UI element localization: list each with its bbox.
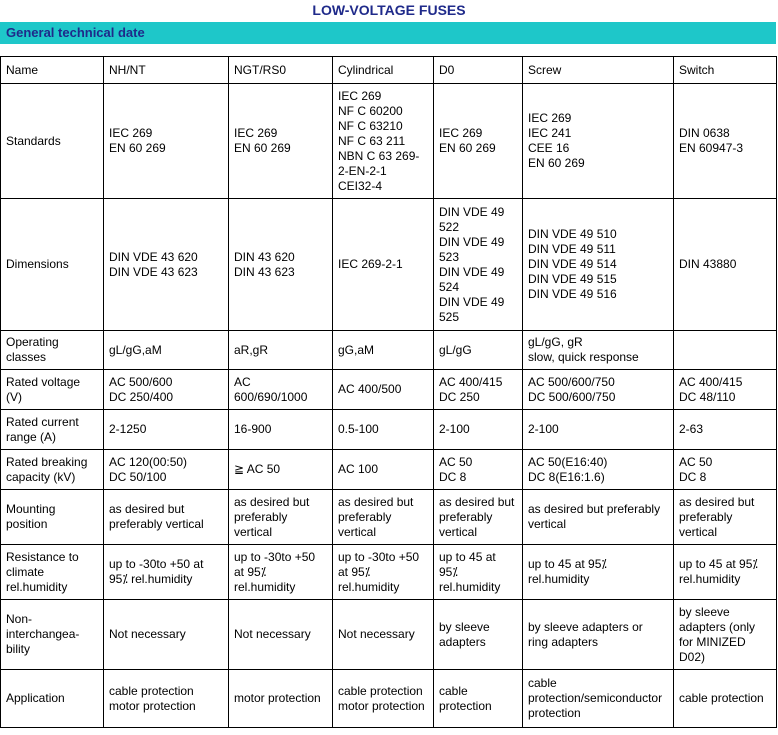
table-cell: IEC 269 IEC 241 CEE 16 EN 60 269 — [523, 84, 674, 199]
table-cell: cable protection motor protection — [333, 670, 434, 728]
table-cell: gL/gG,aM — [104, 331, 229, 370]
table-cell: by sleeve adapters or ring adapters — [523, 600, 674, 670]
table-row — [1, 545, 777, 600]
technical-data-table — [0, 56, 777, 728]
table-cell: DIN 43880 — [674, 199, 777, 331]
table-cell: AC 100 — [333, 450, 434, 490]
table-cell: as desired but preferably vertical — [333, 490, 434, 545]
table-row — [1, 199, 777, 331]
table-cell: DIN 0638 EN 60947-3 — [674, 84, 777, 199]
table-cell: 2-1250 — [104, 410, 229, 450]
table-cell: AC 400/415 DC 250 — [434, 370, 523, 410]
table-cell: up to 45 at 95⁒ rel.humidity — [523, 545, 674, 600]
section-heading: General technical date — [0, 22, 776, 44]
row-label: Standards — [1, 84, 104, 199]
table-row — [1, 370, 777, 410]
table-cell: gL/gG — [434, 331, 523, 370]
table-cell: AC 500/600 DC 250/400 — [104, 370, 229, 410]
table-cell: 0.5-100 — [333, 410, 434, 450]
table-cell: as desired but preferably vertical — [434, 490, 523, 545]
row-label: Non- interchangea- bility — [1, 600, 104, 670]
table-cell: AC 50 DC 8 — [434, 450, 523, 490]
table-cell: as desired but preferably vertical — [229, 490, 333, 545]
table-cell: AC 120(00:50) DC 50/100 — [104, 450, 229, 490]
table-cell: AC 600/690/1000 — [229, 370, 333, 410]
table-cell: gG,aM — [333, 331, 434, 370]
table-cell: AC 50(E16:40) DC 8(E16:1.6) — [523, 450, 674, 490]
header-cell: NGT/RS0 — [229, 57, 333, 84]
table-cell: as desired but preferably vertical — [104, 490, 229, 545]
header-cell: Switch — [674, 57, 777, 84]
table-cell: 2-100 — [523, 410, 674, 450]
table-cell: IEC 269-2-1 — [333, 199, 434, 331]
table-cell: 2-100 — [434, 410, 523, 450]
table-cell: IEC 269 EN 60 269 — [229, 84, 333, 199]
table-cell: DIN VDE 49 510 DIN VDE 49 511 DIN VDE 49 514 DIN VDE 49 515 DIN VDE 49 516 — [523, 199, 674, 331]
header-cell: NH/NT — [104, 57, 229, 84]
table-cell: ≧ AC 50 — [229, 450, 333, 490]
table-cell: 2-63 — [674, 410, 777, 450]
table-cell: DIN 43 620 DIN 43 623 — [229, 199, 333, 331]
table-row — [1, 670, 777, 728]
table-cell: Not necessary — [229, 600, 333, 670]
row-label: Rated breaking capacity (kV) — [1, 450, 104, 490]
table-cell: up to -30to +50 at 95⁒ rel.humidity — [229, 545, 333, 600]
row-label: Rated voltage (V) — [1, 370, 104, 410]
table-cell: Not necessary — [104, 600, 229, 670]
table-cell: 16-900 — [229, 410, 333, 450]
header-cell: D0 — [434, 57, 523, 84]
row-label: Rated current range (A) — [1, 410, 104, 450]
table-row — [1, 490, 777, 545]
table-cell: IEC 269 NF C 60200 NF C 63210 NF C 63 211 NBN C 63 269- 2-EN-2-1 CEI32-4 — [333, 84, 434, 199]
table-cell: AC 400/500 — [333, 370, 434, 410]
table-row — [1, 84, 777, 199]
table-cell: cable protection — [434, 670, 523, 728]
table-cell: AC 500/600/750 DC 500/600/750 — [523, 370, 674, 410]
table-row — [1, 410, 777, 450]
table-cell: IEC 269 EN 60 269 — [104, 84, 229, 199]
table-cell: AC 50 DC 8 — [674, 450, 777, 490]
table-row — [1, 600, 777, 670]
row-label: Dimensions — [1, 199, 104, 331]
table-cell: by sleeve adapters (only for MINIZED D02) — [674, 600, 777, 670]
table-row — [1, 450, 777, 490]
table-header-row — [1, 57, 777, 84]
header-cell: Screw — [523, 57, 674, 84]
table-cell: Not necessary — [333, 600, 434, 670]
header-cell: Name — [1, 57, 104, 84]
table-row — [1, 331, 777, 370]
table-cell: cable protection — [674, 670, 777, 728]
table-cell — [674, 331, 777, 370]
page-title: LOW-VOLTAGE FUSES — [312, 2, 466, 18]
row-label: Operating classes — [1, 331, 104, 370]
header-cell: Cylindrical — [333, 57, 434, 84]
table-cell: up to -30to +50 at 95⁒ rel.humidity — [333, 545, 434, 600]
table-cell: DIN VDE 43 620 DIN VDE 43 623 — [104, 199, 229, 331]
row-label: Mounting position — [1, 490, 104, 545]
table-cell: gL/gG, gR slow, quick response — [523, 331, 674, 370]
table-cell: up to 45 at 95⁒ rel.humidity — [434, 545, 523, 600]
table-cell: by sleeve adapters — [434, 600, 523, 670]
table-cell: as desired but preferably vertical — [674, 490, 777, 545]
table-cell: cable protection motor protection — [104, 670, 229, 728]
table-cell: as desired but preferably vertical — [523, 490, 674, 545]
row-label: Resistance to climate rel.humidity — [1, 545, 104, 600]
table-cell: cable protection/semiconductor protection — [523, 670, 674, 728]
table-cell: AC 400/415 DC 48/110 — [674, 370, 777, 410]
table-cell: DIN VDE 49 522 DIN VDE 49 523 DIN VDE 49 524 DIN VDE 49 525 — [434, 199, 523, 331]
row-label: Application — [1, 670, 104, 728]
table-cell: up to 45 at 95⁒ rel.humidity — [674, 545, 777, 600]
table-cell: up to -30to +50 at 95⁒ rel.humidity — [104, 545, 229, 600]
table-cell: IEC 269 EN 60 269 — [434, 84, 523, 199]
table-cell: aR,gR — [229, 331, 333, 370]
table-cell: motor protection — [229, 670, 333, 728]
